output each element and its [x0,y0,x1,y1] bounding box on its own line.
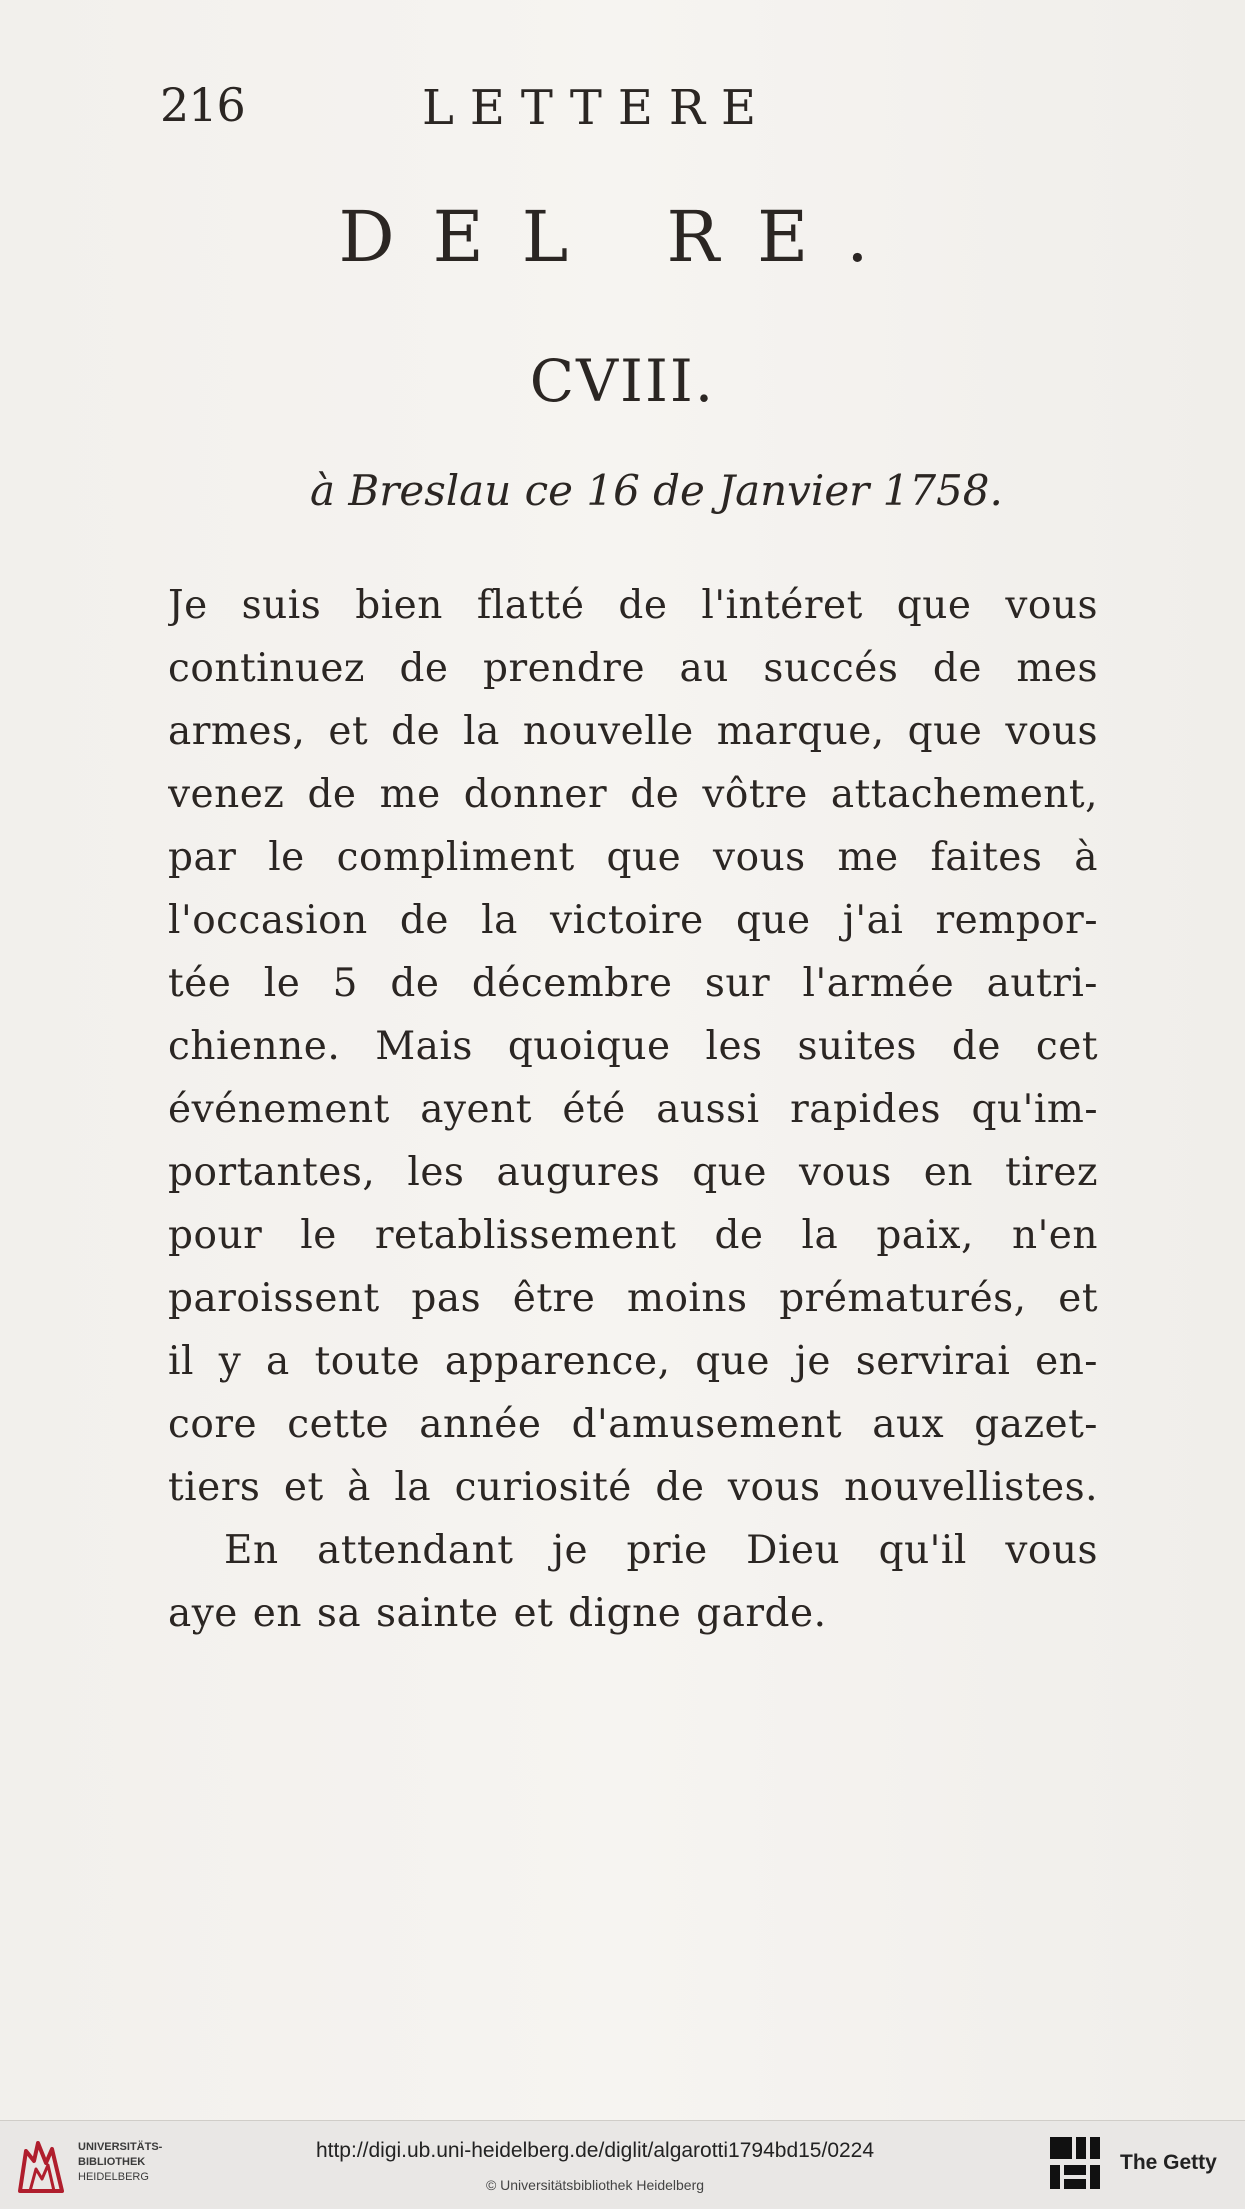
body-line: Je suis bien flatté de l'intéret que vous [168,583,1098,628]
getty-logo-icon [1048,2135,1102,2193]
viewer-footer [0,2120,1245,2209]
body-line: tée le 5 de décembre sur l'armée autri- [168,961,1098,1006]
body-line: core cette année d'amusement aux gazet- [168,1402,1098,1447]
body-line: paroissent pas être moins prématurés, et [168,1276,1098,1321]
letter-number: CVIII. [529,347,716,415]
copyright-notice: © Universitätsbibliothek Heidelberg [485,2177,705,2193]
body-line: En attendant je prie Dieu qu'il vous [224,1528,1098,1573]
getty-label: The Getty [1120,2151,1217,2174]
body-line: pour le retablissement de la paix, n'en [168,1213,1098,1258]
body-line: chienne. Mais quoique les suites de cet [168,1024,1098,1069]
page-number: 216 [160,78,245,132]
body-line: l'occasion de la victoire que j'ai rempor- [168,898,1098,943]
page-header [160,78,1140,138]
permalink-url[interactable]: http://digi.ub.uni-heidelberg.de/diglit/algarotti1794bd15/0224 [315,2139,875,2162]
library-name: UNIVERSITÄTS- BIBLIOTHEK HEIDELBERG [78,2141,163,2183]
body-line: portantes, les augures que vous en tirez [168,1150,1098,1195]
running-head: LETTERE [422,80,773,136]
body-line: aye en sa sainte et digne garde. [168,1591,827,1636]
letter-heading: DEL RE. [338,196,907,278]
dateline: à Breslau ce 16 de Janvier 1758. [310,466,1003,515]
body-line: par le compliment que vous me faites à [168,835,1098,880]
body-line: il y a toute apparence, que je servirai en- [168,1339,1098,1384]
letter-body [168,574,1098,1645]
body-line: continuez de prendre au succés de mes [168,646,1098,691]
body-line: armes, et de la nouvelle marque, que vous [168,709,1098,754]
university-library-logo-icon [12,2133,72,2197]
body-line: événement ayent été aussi rapides qu'im- [168,1087,1098,1132]
body-line: venez de me donner de vôtre attachement, [168,772,1098,817]
body-line: tiers et à la curiosité de vous nouvellistes. [168,1465,1098,1510]
